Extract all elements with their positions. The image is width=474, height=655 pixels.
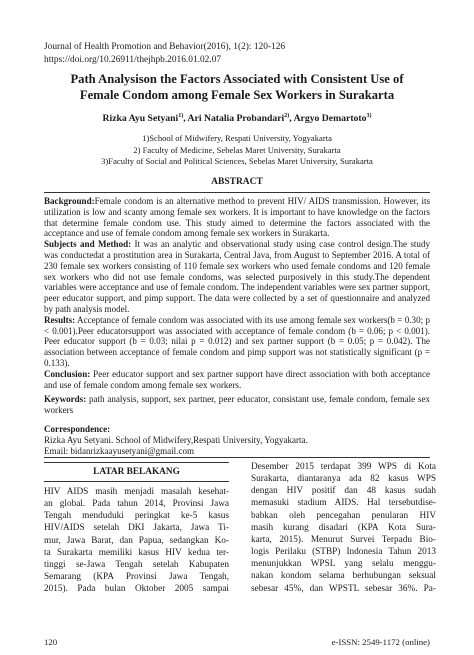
correspondence-block — [44, 424, 430, 456]
body-text-line: memasuki stadium AIDS. Hal tersebutdise- — [251, 498, 436, 509]
correspondence-rule — [44, 457, 430, 458]
body-text-line: masih kurang disadari (KPA Kota Sura- — [251, 522, 436, 533]
left-column — [44, 486, 229, 595]
subjects-method-label: Subjects and Method: — [44, 239, 132, 250]
conclusion-text: Peer educator support and sex partner support have direct association with both acceptance and use of female condom among female sex workers. — [44, 368, 430, 390]
body-text-line: logis Perilaku (STBP) Indonesia Tahun 2013 — [251, 547, 436, 558]
background-label: Background: — [44, 196, 95, 206]
keywords-label: Keywords: — [44, 394, 87, 404]
body-text-line: HIV/AIDS setelah DKI Jakarta, Jawa Ti- — [44, 523, 229, 534]
body-text-line: Surakarta, diantaranya ada 82 kasus WPS — [251, 474, 436, 485]
journal-citation: Journal of Health Promotion and Behavior(2016), 1(2): 120-126 — [44, 42, 286, 52]
body-text-line: HIV AIDS masih menjadi masalah kesehat- — [44, 487, 229, 497]
keywords-block — [44, 394, 430, 416]
affiliation-list — [40, 133, 434, 168]
author-separator: , — [289, 113, 294, 125]
body-text-line: sebesar 45%, dan WPSTL sebesar 36%. Pa- — [251, 583, 436, 594]
journal-header — [44, 41, 285, 67]
background-text: Female condom is an alternative method to prevent HIV/ AIDS transmission. However, its utilization is low and scanty among female sex workers. It is important to have knowledge on the factors that determine female condom use. This study aimed to determine the factors associated with the acceptance and use of female condom among female sex workers in Surakarta. — [44, 196, 430, 239]
body-text-line: babkan oleh pencegahan penularan HIV — [251, 510, 436, 521]
affiliation-2: 2) Faculty of Medicine, Sebelas Maret University, Surakarta — [133, 144, 341, 155]
author-3: Argyo Demartoto — [293, 113, 367, 125]
results-text: Acceptance of female condom was associated with its use among female sex workers(b = 0.30; p < 0.001).Peer educatorsupport was associated with acceptance of female condom (b = 0.06; p < 0.001). Peer educator support (b = 0.03; nilai p = 0.012) and sex partner support (b = 0.05; p = 0.042). The association between acceptance of female condom and pimp support was not statistically significant (p = 0.133). — [44, 314, 430, 368]
body-text-line: dengan HIV positif dan 48 kasus sudah — [251, 486, 436, 497]
issn-footer: e-ISSN: 2549-1172 (online) — [331, 637, 430, 647]
keywords-text: path analysis, support, sex partner, peer educator, consistant use, female condom, female sex workers — [44, 394, 430, 415]
subjects-method-text: It was an analytic and observational study using case control design.The study was conductedat a prostitution area in Surakarta, Central Java, from August to September 2016. A total of 230 female sex workers consisting of 110 female sex workers who used female condoms and 120 female sex workers who did not use female condoms, was selected purposively in this study.The dependent variables were acceptance and use of female condom. The independent variables were sex partner support, peer educator support, and pimp support. The data were collected by a set of questionnaire and analyzed by path analysis model. — [44, 239, 430, 314]
abstract-body — [44, 196, 430, 390]
body-text-line: ta Surakarta memiliki kasus HIV kedua ter- — [44, 547, 229, 558]
affiliation-3: 3)Faculty of Social and Political Sciences, Sebelas Maret University, Surakarta — [101, 156, 373, 166]
correspondence-heading: Correspondence: — [44, 424, 111, 434]
author-separator: , — [183, 113, 188, 125]
title-line-2: Female Condom among Female Sex Workers in Surakarta — [79, 88, 395, 102]
author-list — [40, 113, 434, 124]
body-text-line: Tengah menduduki peringkat ke-5 kasus — [44, 511, 229, 522]
page-number: 120 — [44, 637, 58, 647]
abstract-conclusion — [44, 369, 430, 391]
body-text-line: Semarang (KPA Provinsi Jawa Tengah, — [44, 572, 229, 583]
abstract-results — [44, 315, 430, 369]
author-2: Ari Natalia Probandari — [187, 113, 285, 125]
abstract-top-rule — [44, 192, 430, 193]
author-1: Rizka Ayu Setyani — [102, 113, 179, 125]
results-label: Results: — [44, 314, 76, 325]
abstract-subjects-method — [44, 239, 430, 315]
conclusion-label: Conclusion: — [44, 368, 91, 379]
correspondence-email: Email: bidanrizkaayusetyani@gmail.com — [44, 445, 195, 456]
body-text-line: an global. Pada tahun 2014, Provinsi Jawa — [44, 499, 229, 510]
author-1-affiliation-mark: 1) — [178, 113, 184, 119]
body-text-line: 2015). Pada bulan Oktober 2005 sampai — [44, 584, 229, 595]
body-text-line: tinggi se-Jawa Tengah setelah Kabupaten — [44, 559, 229, 570]
journal-doi-link[interactable]: https://doi.org/10.26911/thejhpb.2016.01.02.07 — [44, 55, 222, 65]
author-3-affiliation-mark: 3) — [366, 113, 372, 119]
paper-title — [40, 71, 434, 103]
abstract-background — [44, 196, 430, 239]
correspondence-address: Rizka Ayu Setyani. School of Midwifery,Respati University, Yogyakarta. — [44, 434, 308, 445]
body-text-line: mur, Jawa Barat, dan Papua, sedangkan Ko- — [44, 535, 229, 546]
abstract-heading: ABSTRACT — [211, 177, 263, 187]
body-text-line: menunjukkan WPSL yang selalu menggu- — [251, 559, 436, 570]
right-column — [251, 461, 436, 595]
body-text-line: Desember 2015 terdapat 399 WPS di Kota — [251, 462, 436, 472]
section-heading-latar-belakang: LATAR BELAKANG — [44, 462, 229, 482]
title-line-1: Path Analysison the Factors Associated with Consistent Use of — [70, 72, 404, 86]
affiliation-1: 1)School of Midwifery, Respati University, Yogyakarta — [142, 133, 332, 143]
body-text-line: nakan kondom selama berhubungan seksual — [251, 571, 436, 582]
body-text-line: karta, 2015). Menurut Survei Terpadu Bio- — [251, 534, 436, 545]
author-2-affiliation-mark: 2) — [284, 113, 290, 119]
